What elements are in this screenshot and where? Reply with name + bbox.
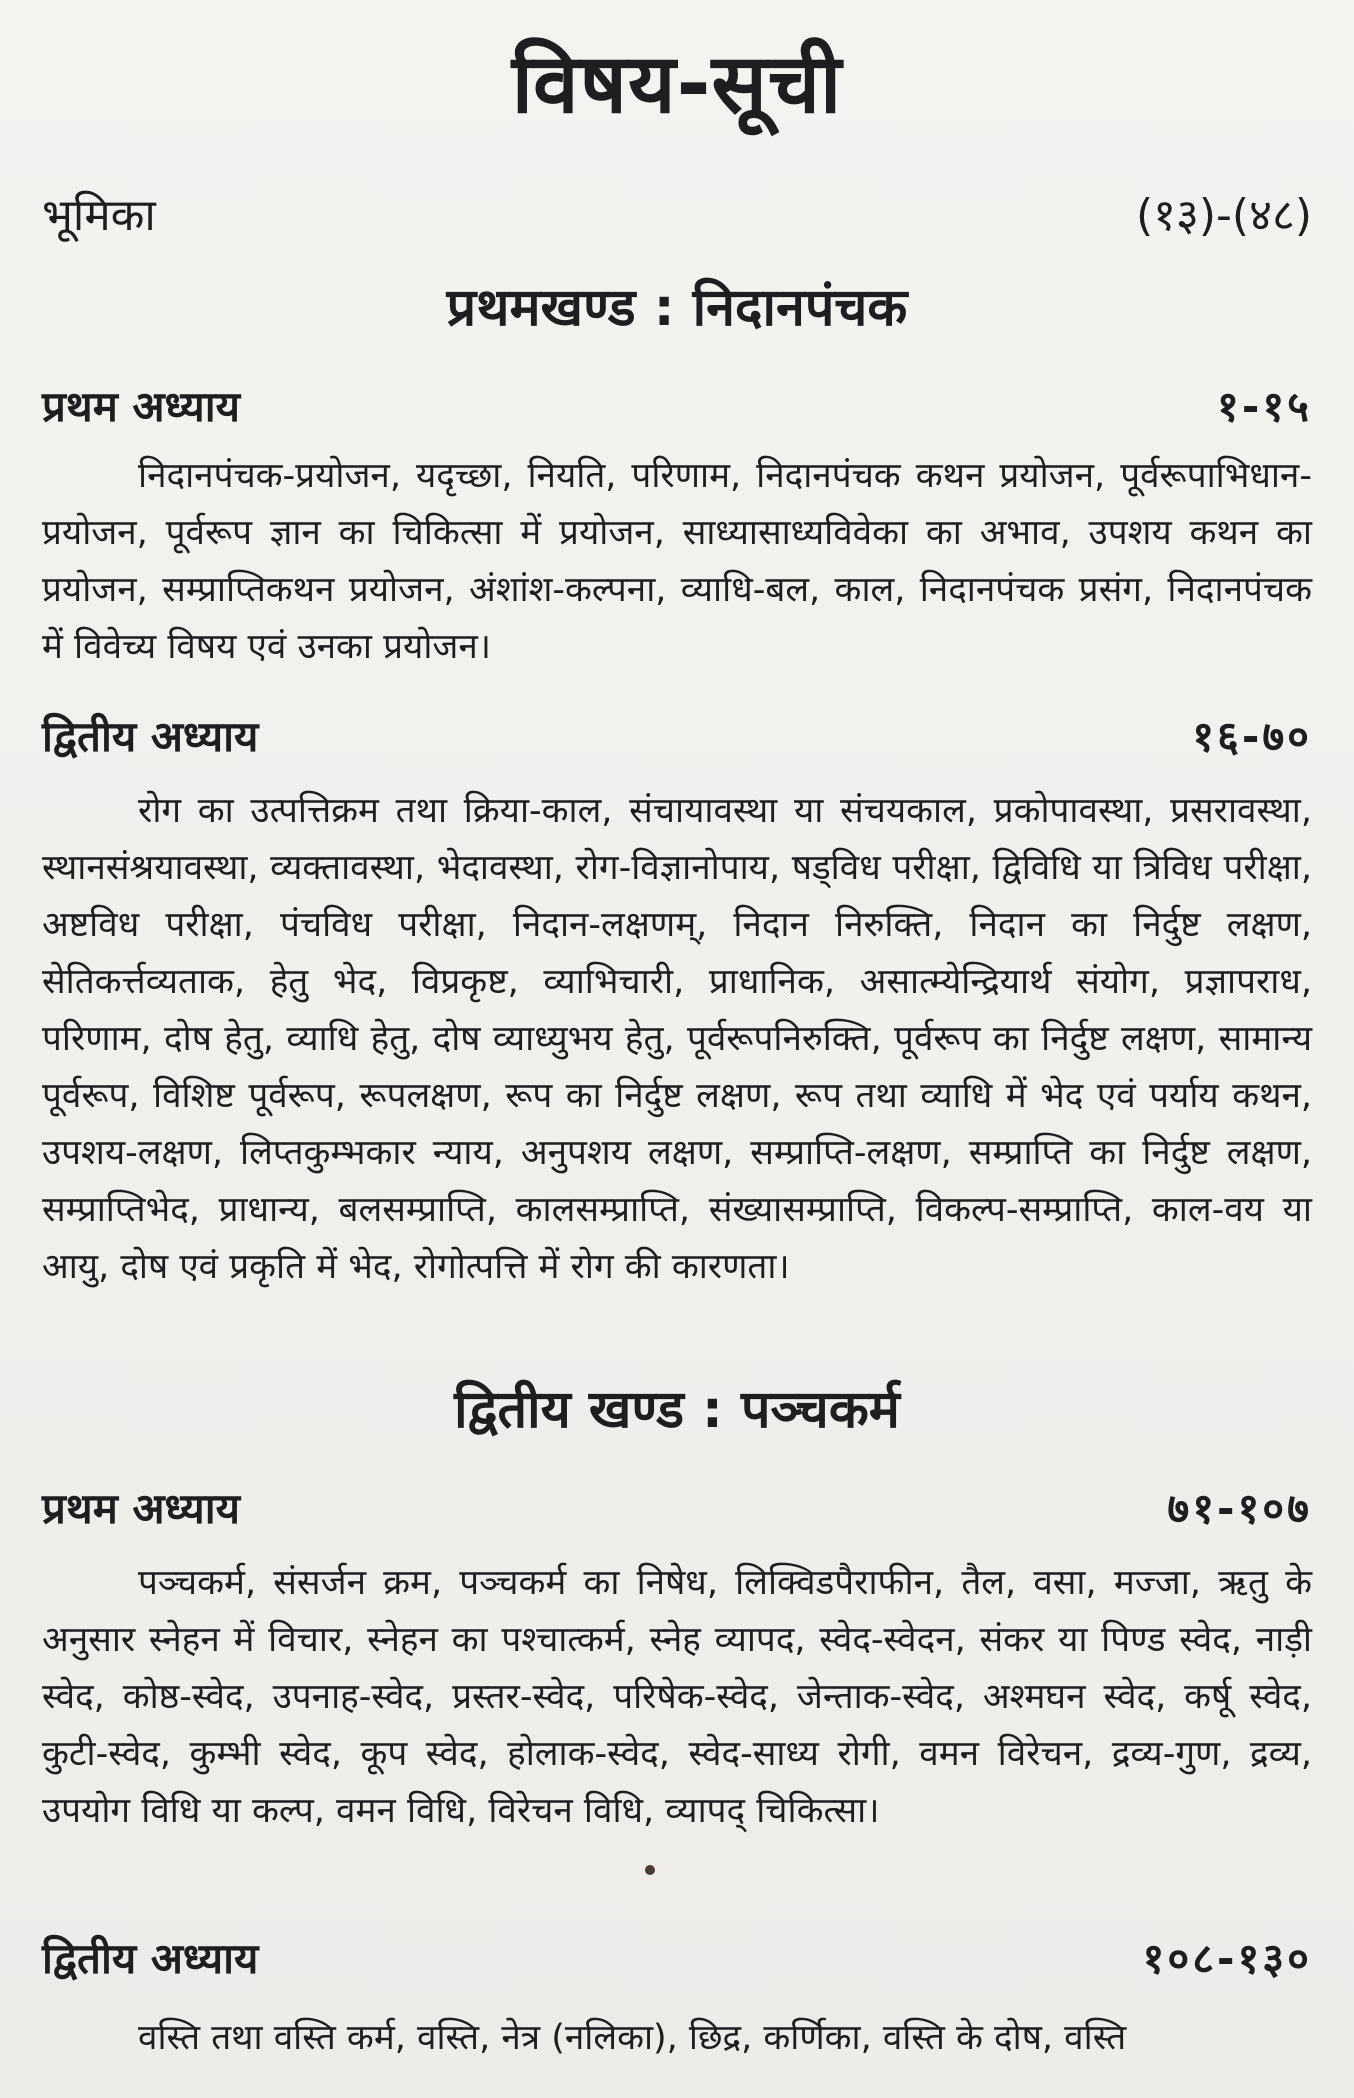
intro-label: भूमिका xyxy=(42,190,156,241)
chapter-pages: १६-७० xyxy=(1192,711,1312,761)
chapter-contents-khand1-ch2: रोग का उत्पत्तिक्रम तथा क्रिया-काल, संचायावस्था या संचयकाल, प्रकोपावस्था, प्रसरावस्था, स्थानसंश्रयावस्था, व्यक्तावस्था, भेदावस्था, रोग-विज्ञानोपाय, षड्विध परीक्षा, द्विविधि या त्रिविध परीक्षा, अष्टविध परीक्षा, पंचविध परीक्षा, निदान-लक्षणम्, निदान निरुक्ति, निदान का निर्दुष्ट लक्षण, सेतिकर्त्तव्यताक, हेतु भेद, विप्रकृष्ट, व्याभिचारी, प्राधानिक, असात्म्येन्द्रियार्थ संयोग, प्रज्ञापराध, परिणाम, दोष हेतु, व्याधि हेतु, दोष व्याध्युभय हेतु, पूर्वरूपनिरुक्ति, पूर्वरूप का निर्दुष्ट लक्षण, सामान्य पूर्वरूप, विशिष्ट पूर्वरूप, रूपलक्षण, रूप का निर्दुष्ट लक्षण, रूप तथा व्याधि में भेद एवं पर्याय कथन, उपशय-लक्षण, लिप्तकुम्भकार न्याय, अनुपशय लक्षण, सम्प्राप्ति-लक्षण, सम्प्राप्ति का निर्दुष्ट लक्षण, सम्प्राप्तिभेद, प्राधान्य, बलसम्प्राप्ति, कालसम्प्राप्ति, संख्यासम्प्राप्ति, विकल्प-सम्प्राप्ति, काल-वय या आयु, दोष एवं प्रकृति में भेद, रोगोत्पत्ति में रोग की कारणता। xyxy=(42,791,1312,1287)
chapter-heading-khand1-ch1 xyxy=(42,370,1312,440)
chapter-contents-khand1-ch1: निदानपंचक-प्रयोजन, यदृच्छा, नियति, परिणाम, निदानपंचक कथन प्रयोजन, पूर्वरूपाभिधान-प्रयोजन, पूर्वरूप ज्ञान का चिकित्सा में प्रयोजन, साध्यासाध्यविवेका का अभाव, उपशय कथन का प्रयोजन, सम्प्राप्तिकथन प्रयोजन, अंशांश-कल्पना, व्याधि-बल, काल, निदानपंचक प्रसंग, निदानपंचक में विवेच्य विषय एवं उनका प्रयोजन। xyxy=(42,456,1312,667)
chapter-heading-khand1-ch2 xyxy=(42,700,1312,770)
chapter-name: द्वितीय अध्याय xyxy=(42,1933,259,1983)
chapter-pages: १०८-१३० xyxy=(1142,1933,1312,1983)
chapter-heading-khand2-ch2 xyxy=(42,1922,1312,1992)
paper-speck xyxy=(645,1865,655,1875)
intro-row xyxy=(42,178,1312,248)
page-title: विषय-सूची xyxy=(511,37,843,132)
intro-pages: (१३)-(४८) xyxy=(1135,190,1312,241)
chapter-pages: ७१-१०७ xyxy=(1167,1483,1312,1533)
chapter-name: प्रथम अध्याय xyxy=(42,1483,240,1533)
chapter-contents-khand2-ch1: पञ्चकर्म, संसर्जन क्रम, पञ्चकर्म का निषेध, लिक्विडपैराफीन, तैल, वसा, मज्जा, ऋतु के अनुसार स्नेहन में विचार, स्नेहन का पश्चात्कर्म, स्नेह व्यापद, स्वेद-स्वेदन, संकर या पिण्ड स्वेद, नाड़ी स्वेद, कोष्ठ-स्वेद, उपनाह-स्वेद, प्रस्तर-स्वेद, परिषेक-स्वेद, जेन्ताक-स्वेद, अश्मघन स्वेद, कर्षू स्वेद, कुटी-स्वेद, कुम्भी स्वेद, कूप स्वेद, होलाक-स्वेद, स्वेद-साध्य रोगी, वमन विरेचन, द्रव्य-गुण, द्रव्य, उपयोग विधि या कल्प, वमन विधि, विरेचन विधि, व्यापद् चिकित्सा। xyxy=(42,1563,1312,1831)
chapter-name: प्रथम अध्याय xyxy=(42,381,240,431)
chapter-pages: १-१५ xyxy=(1217,381,1312,431)
chapter-heading-khand2-ch1 xyxy=(42,1472,1312,1542)
chapter-name: द्वितीय अध्याय xyxy=(42,711,259,761)
section-heading-khand-1: प्रथमखण्ड : निदानपंचक xyxy=(446,278,908,338)
chapter-contents-khand2-ch2: वस्ति तथा वस्ति कर्म, वस्ति, नेत्र (नलिका), छिद्र, कर्णिका, वस्ति के दोष, वस्ति xyxy=(138,2018,1127,2058)
section-heading-khand-2: द्वितीय खण्ड : पञ्चकर्म xyxy=(454,1380,900,1440)
